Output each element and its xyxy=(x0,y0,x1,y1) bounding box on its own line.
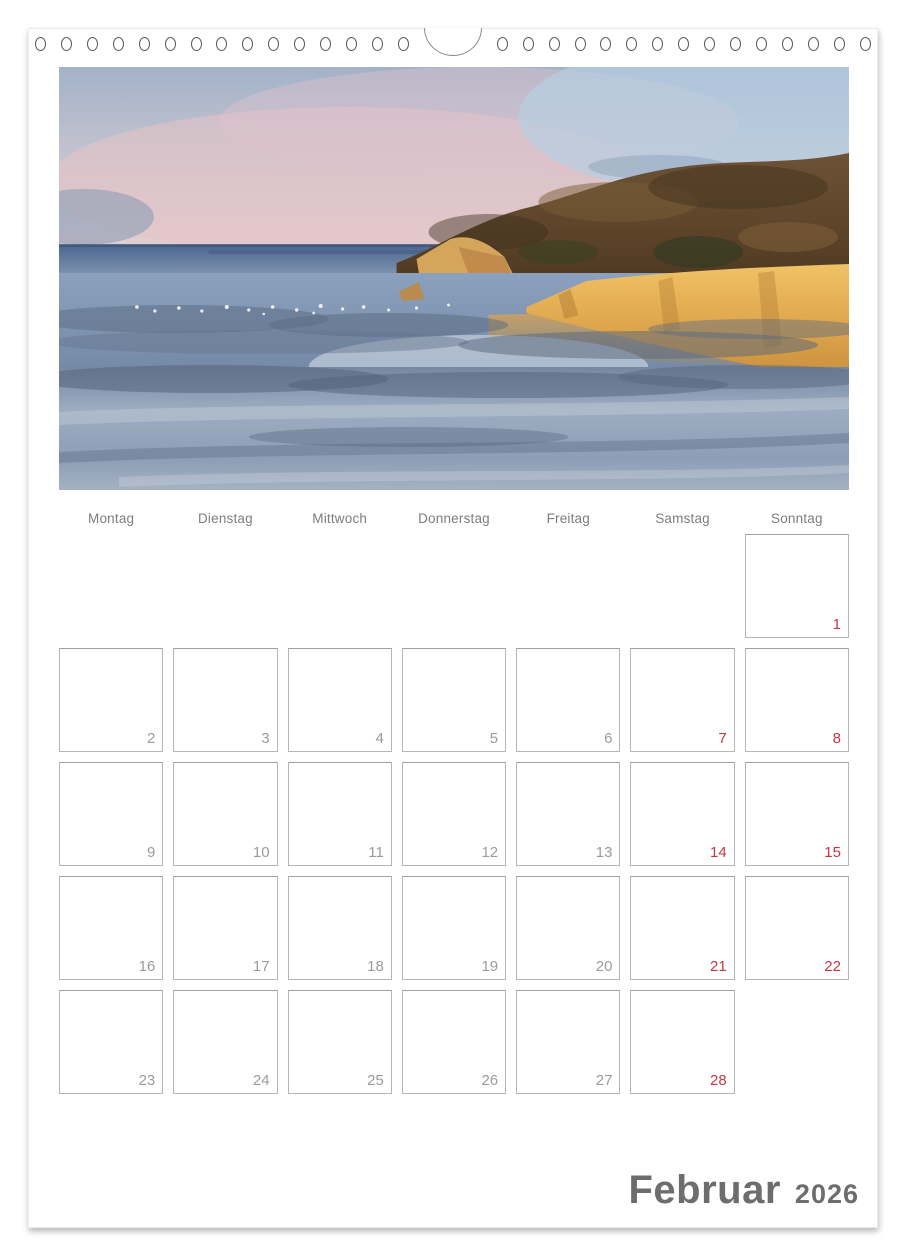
day-number: 23 xyxy=(138,1072,156,1089)
day-cell xyxy=(402,762,506,866)
day-cell xyxy=(173,876,277,980)
day-number: 7 xyxy=(718,730,727,747)
day-cell xyxy=(288,648,392,752)
month-year-title xyxy=(628,1168,859,1213)
day-number: 1 xyxy=(832,616,841,633)
day-cell xyxy=(402,876,506,980)
weekday-label: Mittwoch xyxy=(312,511,368,526)
day-cell xyxy=(59,648,163,752)
year-label: 2026 xyxy=(794,1179,859,1209)
calendar-grid xyxy=(59,534,849,1094)
binding-hole xyxy=(704,37,715,51)
binding-hole xyxy=(87,37,98,51)
day-number: 17 xyxy=(252,958,270,975)
binding-hole xyxy=(730,37,741,51)
empty-cell xyxy=(288,534,392,638)
binding-hole xyxy=(294,37,305,51)
binding-hole xyxy=(678,37,689,51)
binding-hole xyxy=(626,37,637,51)
day-cell xyxy=(402,990,506,1094)
day-cell xyxy=(745,876,849,980)
day-cell xyxy=(59,990,163,1094)
binding-hole xyxy=(216,37,227,51)
day-number: 27 xyxy=(595,1072,613,1089)
weekday-label: Samstag xyxy=(655,511,710,526)
day-cell xyxy=(745,534,849,638)
weekday-header-row xyxy=(59,511,849,526)
binding-hole xyxy=(61,37,72,51)
empty-cell xyxy=(745,990,849,1094)
hanger-cutout xyxy=(424,28,482,56)
day-number: 4 xyxy=(375,730,384,747)
landscape-photo-graphic xyxy=(59,67,849,490)
day-number: 5 xyxy=(489,730,499,747)
day-number: 2 xyxy=(146,730,156,747)
day-number: 24 xyxy=(252,1072,270,1089)
day-number: 16 xyxy=(138,958,156,975)
binding-hole xyxy=(165,37,176,51)
day-cell xyxy=(59,762,163,866)
day-number: 26 xyxy=(481,1072,499,1089)
day-number: 13 xyxy=(595,844,613,861)
day-cell xyxy=(288,876,392,980)
day-cell xyxy=(173,990,277,1094)
binding-hole xyxy=(242,37,253,51)
binding-hole xyxy=(523,37,534,51)
day-number: 9 xyxy=(146,844,156,861)
day-number: 6 xyxy=(604,730,613,747)
day-cell xyxy=(516,648,620,752)
day-number: 28 xyxy=(710,1072,727,1089)
binding-hole xyxy=(35,37,46,51)
day-number: 11 xyxy=(368,844,384,861)
day-number: 18 xyxy=(367,958,384,975)
day-number: 12 xyxy=(481,844,499,861)
binding-hole xyxy=(346,37,357,51)
day-cell xyxy=(288,762,392,866)
binding-hole xyxy=(320,37,331,51)
empty-cell xyxy=(630,534,734,638)
calendar-page xyxy=(28,28,878,1228)
day-cell xyxy=(516,990,620,1094)
binding-hole xyxy=(600,37,611,51)
empty-cell xyxy=(59,534,163,638)
day-cell xyxy=(630,876,734,980)
day-cell xyxy=(745,762,849,866)
empty-cell xyxy=(173,534,277,638)
landscape-photo xyxy=(59,67,849,490)
day-cell xyxy=(516,762,620,866)
binding-hole xyxy=(113,37,124,51)
day-cell xyxy=(630,762,734,866)
day-number: 8 xyxy=(832,730,841,747)
day-number: 21 xyxy=(710,958,727,975)
day-number: 25 xyxy=(367,1072,384,1089)
weekday-label: Montag xyxy=(88,511,135,526)
binding-hole xyxy=(808,37,819,51)
month-title: Februar xyxy=(628,1168,781,1212)
binding-hole xyxy=(549,37,560,51)
empty-cell xyxy=(402,534,506,638)
binding-hole xyxy=(575,37,586,51)
day-number: 15 xyxy=(824,844,841,861)
day-number: 10 xyxy=(252,844,270,861)
day-number: 19 xyxy=(481,958,499,975)
day-number: 14 xyxy=(710,844,727,861)
binding-hole xyxy=(372,37,383,51)
day-cell xyxy=(745,648,849,752)
binding-hole xyxy=(191,37,202,51)
empty-cell xyxy=(516,534,620,638)
weekday-label: Donnerstag xyxy=(418,511,490,526)
binding-hole xyxy=(860,37,871,51)
day-number: 20 xyxy=(595,958,613,975)
day-cell xyxy=(288,990,392,1094)
weekday-label: Dienstag xyxy=(197,511,253,526)
binding-hole xyxy=(139,37,150,51)
binding-hole xyxy=(497,37,508,51)
binding-hole xyxy=(398,37,409,51)
binding-holes xyxy=(35,37,871,56)
binding-hole xyxy=(782,37,793,51)
day-cell xyxy=(630,990,734,1094)
weekday-label: Sonntag xyxy=(770,511,823,526)
day-cell xyxy=(516,876,620,980)
binding-hole xyxy=(756,37,767,51)
day-cell xyxy=(173,648,277,752)
binding-hole xyxy=(834,37,845,51)
day-cell xyxy=(630,648,734,752)
day-cell xyxy=(59,876,163,980)
day-cell xyxy=(402,648,506,752)
day-number: 3 xyxy=(261,730,270,747)
day-cell xyxy=(173,762,277,866)
weekday-label: Freitag xyxy=(546,511,590,526)
binding-hole xyxy=(652,37,663,51)
binding-hole xyxy=(268,37,279,51)
day-number: 22 xyxy=(824,958,841,975)
